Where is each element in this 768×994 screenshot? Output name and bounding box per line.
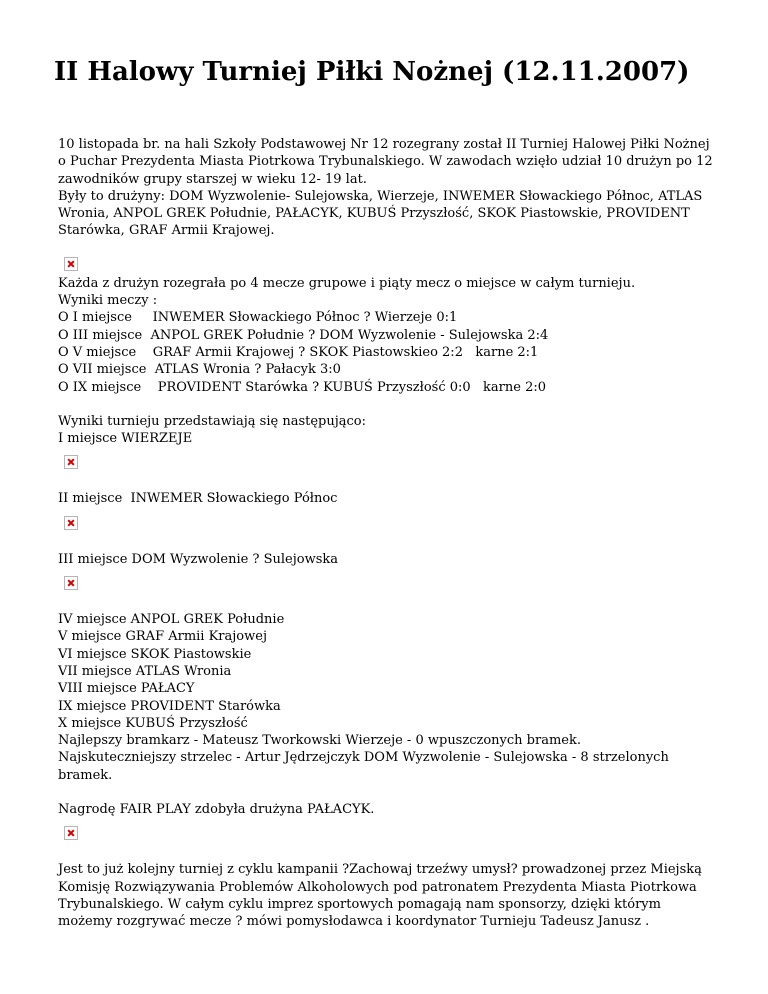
teams-paragraph: Były to drużyny: DOM Wyzwolenie- Sulejowska, Wierzeje, INWEMER Słowackiego Północ, ATLAS Wronia, ANPOL GREK Południe, PAŁACYK, KUBUŚ Przyszłość, SKOK Piastowskie, PROVIDENT Starówka, GRAF Armii Krajowej. [58, 188, 703, 239]
page-title: II Halowy Turniej Piłki Nożnej (12.11.2007) [54, 57, 690, 87]
fair-play-award: Nagrodę FAIR PLAY zdobyła drużyna PAŁACYK. [58, 802, 375, 818]
match-line: O VII miejsce ATLAS Wronia ? Pałacyk 3:0 [58, 362, 341, 378]
broken-image-icon [64, 257, 78, 271]
top-scorer: Najskuteczniejszy strzelec - Artur Jędrzejczyk DOM Wyzwolenie - Sulejowska - 8 strzelonych bramek. [58, 750, 669, 783]
article-body [58, 136, 718, 931]
match-line: O V miejsce GRAF Armii Krajowej ? SKOK Piastowskieo 2:2 karne 2:1 [58, 344, 539, 360]
result-line: IV miejsce ANPOL GREK Południe [58, 612, 285, 628]
closing-paragraph: Jest to już kolejny turniej z cyklu kampanii ?Zachowaj trzeźwy umysł? prowadzonej przez Miejską Komisję Rozwiązywania Problemów Alkoholowych pod patronatem Prezydenta Miasta Piotrkowa Trybunalskiego. W całym cyklu imprez sportowych pomagają nam sponsorzy, dzięki którym możemy rozgrywać mecze ? mówi pomysłodawca i koordynator Turnieju Tadeusz Janusz . [58, 862, 702, 930]
result-second-place: II miejsce INWEMER Słowackiego Północ [58, 491, 338, 507]
result-third-place: III miejsce DOM Wyzwolenie ? Sulejowska [58, 551, 338, 567]
result-first-place: I miejsce WIERZEJE [58, 431, 193, 447]
result-line: X miejsce KUBUŚ Przyszłość [58, 715, 248, 731]
match-line: O I miejsce INWEMER Słowackiego Północ ? Wierzeje 0:1 [58, 310, 458, 326]
result-line: VIII miejsce PAŁACY [58, 681, 195, 697]
matches-intro: Każda z drużyn rozegrała po 4 mecze grupowe i piąty mecz o miejsce w całym turnieju. [58, 275, 636, 291]
results-intro: Wyniki turnieju przedstawiają się następująco: [58, 413, 367, 429]
broken-image-icon [64, 826, 78, 840]
result-line: VI miejsce SKOK Piastowskie [58, 646, 252, 662]
broken-image-icon [64, 455, 78, 469]
match-line: O III miejsce ANPOL GREK Południe ? DOM Wyzwolenie - Sulejowska 2:4 [58, 327, 549, 343]
intro-paragraph: 10 listopada br. na hali Szkoły Podstawowej Nr 12 rozegrany został II Turniej Halowej Piłki Nożnej o Puchar Prezydenta Miasta Piotrkowa Trybunalskiego. W zawodach wzięło udział 10 drużyn po 12 zawodników grupy starszej w wieku 12- 19 lat. [58, 137, 713, 187]
result-line: VII miejsce ATLAS Wronia [58, 663, 232, 679]
best-goalkeeper: Najlepszy bramkarz - Mateusz Tworkowski Wierzeje - 0 wpuszczonych bramek. [58, 733, 581, 749]
broken-image-icon [64, 576, 78, 590]
matches-heading: Wyniki meczy : [58, 293, 158, 309]
result-line: IX miejsce PROVIDENT Starówka [58, 698, 281, 714]
broken-image-icon [64, 516, 78, 530]
match-line: O IX miejsce PROVIDENT Starówka ? KUBUŚ Przyszłość 0:0 karne 2:0 [58, 379, 547, 395]
result-line: V miejsce GRAF Armii Krajowej [58, 629, 267, 645]
